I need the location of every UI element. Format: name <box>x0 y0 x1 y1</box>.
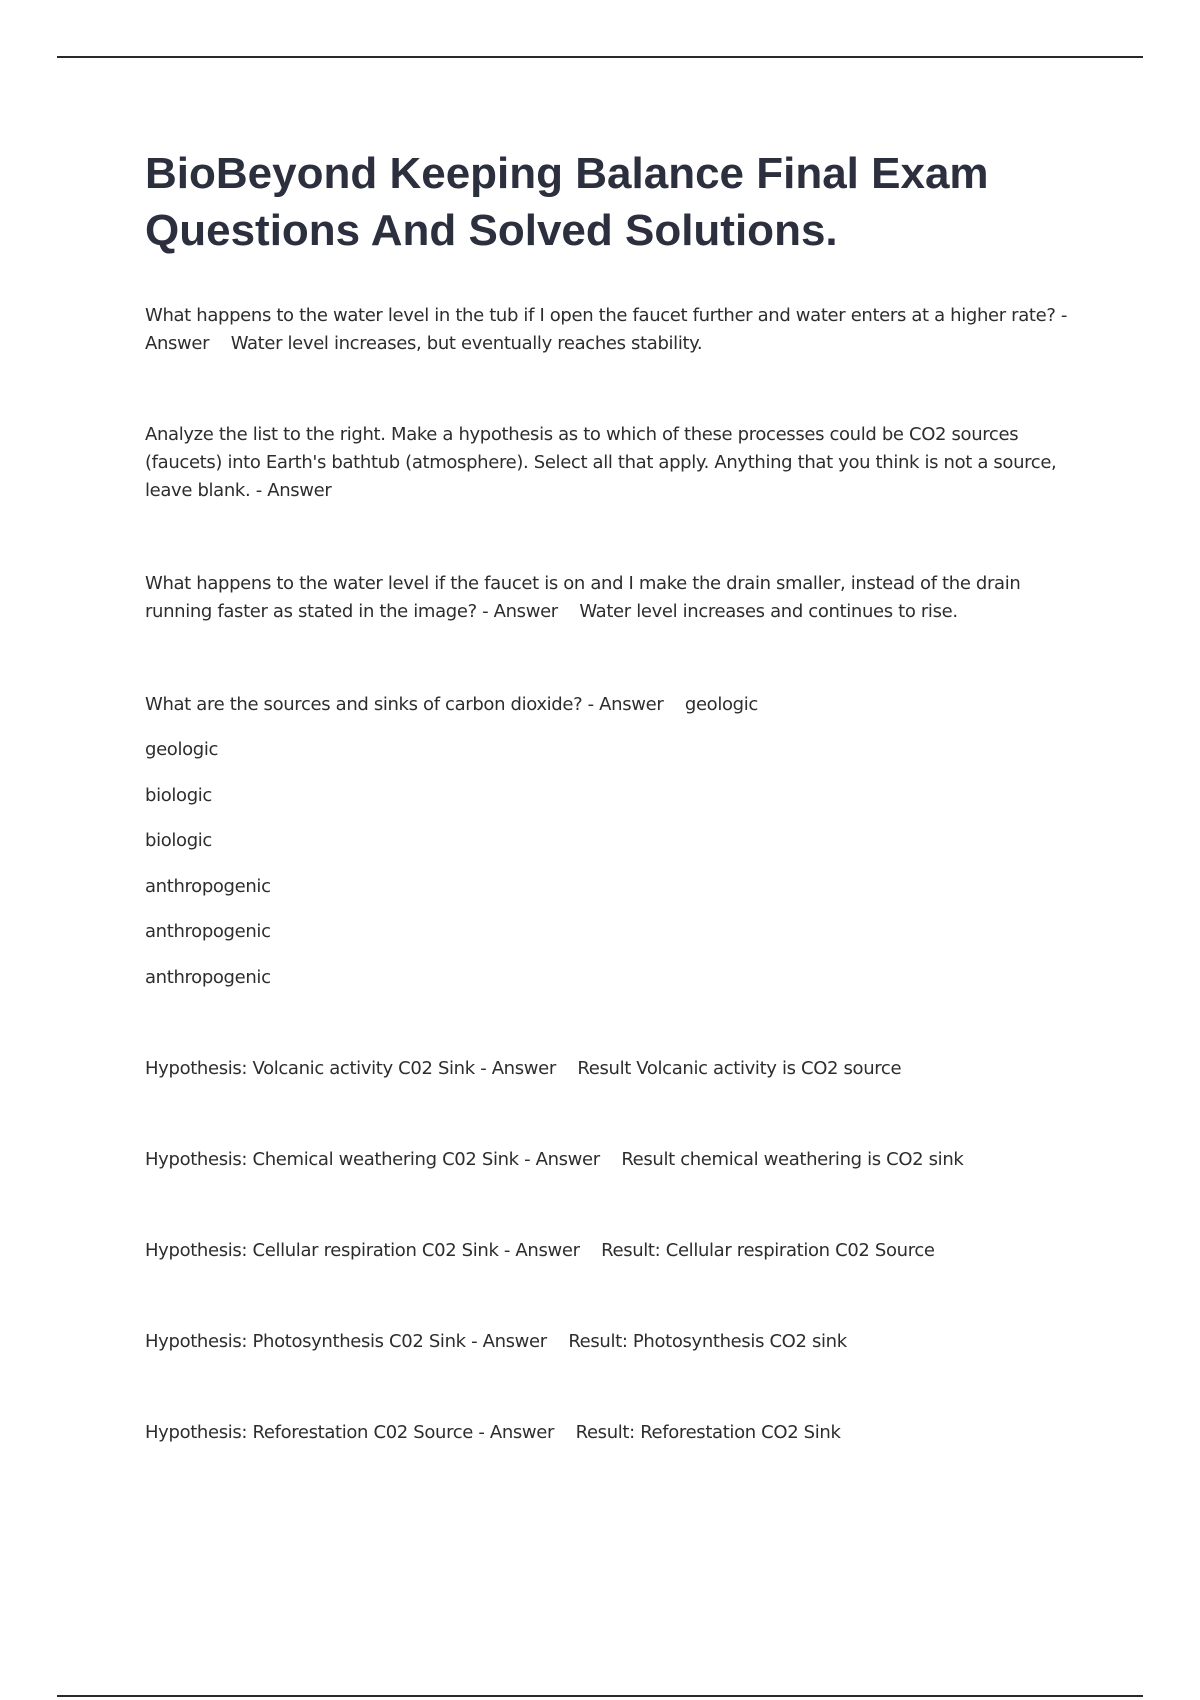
list-item: anthropogenic <box>145 921 271 942</box>
qa-item-3 <box>145 570 1090 626</box>
answer-text: Water level increases, but eventually reaches stability. <box>230 333 703 354</box>
list-item: biologic <box>145 830 212 851</box>
hypothesis-item <box>145 1237 935 1265</box>
question-text: What happens to the water level in the tub if I open the faucet further and water enters at a higher rate? - Answer <box>145 305 1068 354</box>
question-text: Hypothesis: Reforestation C02 Source - Answer <box>145 1422 555 1443</box>
answer-text: Water level increases and continues to rise. <box>579 601 958 622</box>
list-item: geologic <box>145 739 219 760</box>
question-text: Hypothesis: Chemical weathering C02 Sink - Answer <box>145 1149 600 1170</box>
answer-text: geologic <box>684 694 758 715</box>
answer-text: Result: Cellular respiration C02 Source <box>601 1240 935 1261</box>
hypothesis-item <box>145 1419 841 1447</box>
page-title: BioBeyond Keeping Balance Final Exam Questions And Solved Solutions. <box>145 149 989 255</box>
answer-text: Result: Reforestation CO2 Sink <box>575 1422 841 1443</box>
list-item: biologic <box>145 785 212 806</box>
bottom-divider <box>57 1695 1143 1697</box>
hypothesis-item <box>145 1328 847 1356</box>
answer-text: Result chemical weathering is CO2 sink <box>621 1149 964 1170</box>
question-text: Analyze the list to the right. Make a hypothesis as to which of these processes could be CO2 sources (faucets) into Earth's bathtub (atmosphere). Select all that apply. Anything that you think is not a source, leave blank. - Answer <box>145 424 1057 501</box>
question-text: Hypothesis: Volcanic activity C02 Sink - Answer <box>145 1058 556 1079</box>
question-text: What happens to the water level if the faucet is on and I make the drain smaller, instead of the drain running faster as stated in the image? - Answer <box>145 573 1021 622</box>
top-divider <box>57 56 1143 58</box>
qa-item-4 <box>145 691 758 719</box>
question-text: Hypothesis: Photosynthesis C02 Sink - Answer <box>145 1331 547 1352</box>
qa-item-1 <box>145 302 1090 358</box>
hypothesis-item <box>145 1146 963 1174</box>
list-item: anthropogenic <box>145 876 271 897</box>
hypothesis-item <box>145 1055 901 1083</box>
answer-text: Result Volcanic activity is CO2 source <box>577 1058 902 1079</box>
qa-item-2 <box>145 421 1090 505</box>
question-text: Hypothesis: Cellular respiration C02 Sink - Answer <box>145 1240 580 1261</box>
list-item: anthropogenic <box>145 967 271 988</box>
question-text: What are the sources and sinks of carbon dioxide? - Answer <box>145 694 664 715</box>
answer-text: Result: Photosynthesis CO2 sink <box>568 1331 847 1352</box>
